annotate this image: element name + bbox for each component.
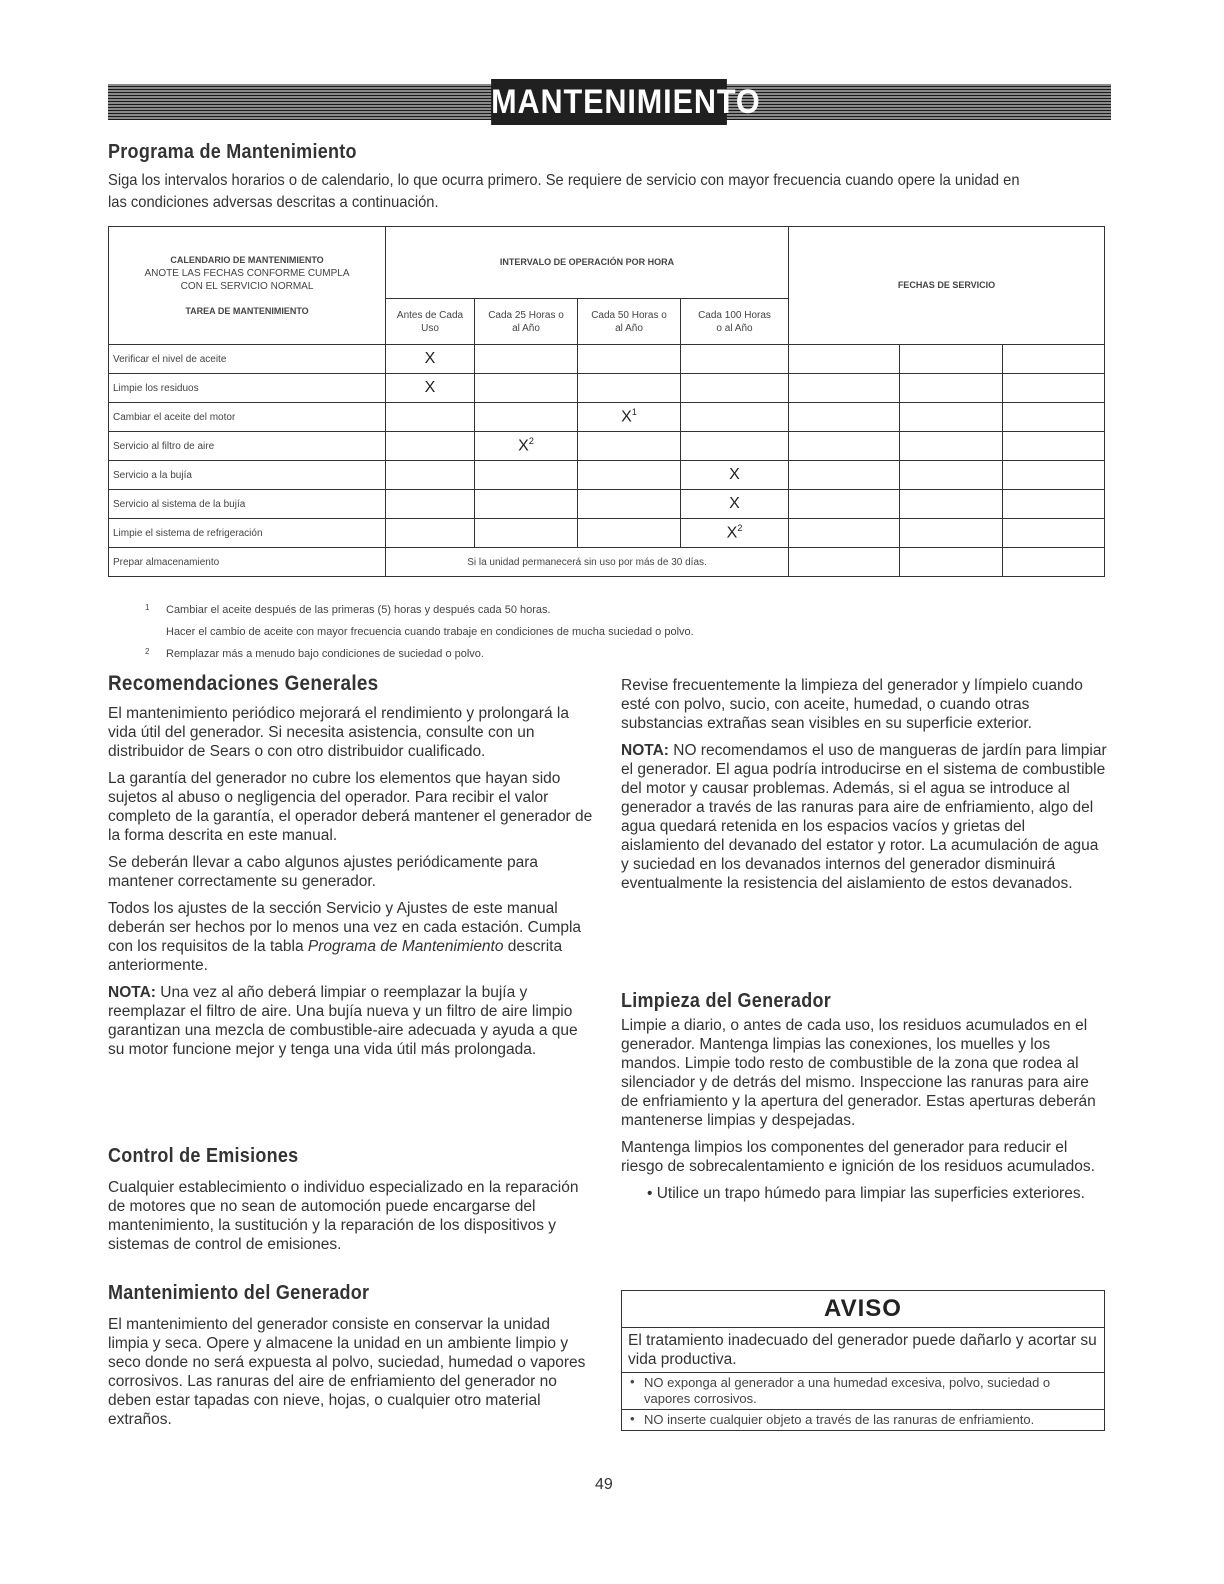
maintenance-table (108, 226, 1105, 577)
rec-title: Recomendaciones Generales (108, 672, 379, 695)
cleaning-title: Limpieza del Generador (621, 990, 832, 1012)
rec-paragraph: La garantía del generador no cubre los elementos que hayan sido sujetos al abuso o negligencia del operador. Para recibir el valor completo de la garantía, el operador deberá mantener el generador de la forma descrita en este manual. (108, 770, 593, 844)
generator-body: El mantenimiento del generador consiste en conservar la unidad limpia y seca. Opere y almacene la unidad en un ambiente limpio y seco donde no será expuesta al polvo, suciedad, humedad o vapores corrosivos. Las ranuras del aire de enfriamiento del generador no deben estar tapadas con nieve, hojas, o cualquier otro material extraños. (108, 1316, 586, 1428)
warning-lead: El tratamiento inadecuado del generador puede dañarlo y acortar su vida productiva. (622, 1328, 1104, 1373)
rec-paragraph: El mantenimiento periódico mejorará el rendimiento y prolongará la vida útil del generador. Si necesita asistencia, consulte con un distribuidor de Sears o con otro distribuidor cualificado. (108, 705, 569, 760)
dates-header: FECHAS DE SERVICIO (789, 227, 1105, 345)
rec-paragraph: Todos los ajustes de la sección Servicio y Ajustes de este manual deberán ser hechos por lo menos una vez en cada estación. Cumpla con los requisitos de la tabla Programa de Mantenimiento descrita anteriormente. (108, 900, 582, 974)
footnotes: 1 Cambiar el aceite después de las primeras (5) horas y después cada 50 horas. Hacer el cambio de aceite con mayor frecuencia cuando trabaje en condiciones de mucha suciedad o polvo. 2 Remplazar más a menudo bajo condiciones de suciedad o polvo. (145, 603, 694, 660)
table-row: Limpie el sistema de refrigeración $X^2$ (109, 519, 1105, 548)
emissions-title: Control de Emisiones (108, 1145, 299, 1167)
interval-col-1: Antes de Cada Uso (386, 299, 475, 345)
table-row: Servicio a la bujía X (109, 461, 1105, 490)
schedule-title: Programa de Mantenimiento (108, 141, 357, 163)
rec-paragraph: Se deberán llevar a cabo algunos ajustes periódicamente para mantener correctamente su generador. (108, 854, 538, 890)
warning-box (621, 1290, 1105, 1431)
schedule-intro: Siga los intervalos horarios o de calendario, lo que ocurra primero. Se requiere de servicio con mayor frecuencia cuando opere la unidad en las condiciones adversas descritas a continuación. (108, 172, 1020, 211)
emissions-body: Cualquier establecimiento o individuo especializado en la reparación de motores que no sean de automoción puede encargarse del mantenimiento, la sustitución y la reparación de los dispositivos y sistemas de control de emisiones. (108, 1179, 579, 1253)
table-row: Servicio al filtro de aire $X^2$ (109, 432, 1105, 461)
page-number: 49 (595, 1476, 613, 1493)
table-row: Prepar almacenamiento Si la unidad permanecerá sin uso por más de 30 días. (109, 548, 1105, 577)
table-row: Cambiar el aceite del motor $X^1$ (109, 403, 1105, 432)
table-row: Verificar el nivel de aceite X (109, 345, 1105, 374)
interval-col-4: Cada 100 Horas o al Año (681, 299, 789, 345)
task-head: TAREA DE MANTENIMIENTO (185, 305, 309, 316)
warning-item: • NO inserte cualquier objeto a través de las ranuras de enfriamiento. (622, 1410, 1104, 1430)
calendar-head: CALENDARIO DE MANTENIMIENTO (170, 254, 324, 265)
calendar-note-2: CON EL SERVICIO NORMAL (180, 280, 314, 292)
cleaning-intro: Revise frecuentemente la limpieza del generador y límpielo cuando esté con polvo, sucio, con aceite, humedad, o cuando otras substancias extrañas sean visibles en su superficie exterior. (621, 677, 1083, 732)
left-column (108, 704, 594, 1067)
interval-col-2: Cada 25 Horas o al Año (475, 299, 578, 345)
interval-col-3: Cada 50 Horas o al Año (578, 299, 681, 345)
cleaning-body: Limpie a diario, o antes de cada uso, los residuos acumulados en el generador. Mantenga limpias las conexiones, los muelles y los mandos. Limpie todo resto de combustible de la zona que rodea al silenciador y de detrás del mismo. Inspeccione las ranuras para aire de enfriamiento y la apertura del generador. Estas aperturas deberán mantenerse limpias y despejadas. Mantenga limpios los componentes del generador para reducir el riesgo de sobrecalentamiento e ignición de los residuos acumulados. • Utilice un trapo húmedo para limpiar las superficies exteriores. (621, 1017, 1096, 1202)
cleaning-note: NOTA: NO recomendamos el uso de mangueras de jardín para limpiar el generador. El agua podría introducirse en el sistema de combustible del motor y causar problemas. Además, si el agua se introduce al generador a través de las ranuras para aire de enfriamiento, algo del agua quedará retenida en los espacios vacíos y grietas del aislamiento del devanado del estator y rotor. La acumulación de agua y suciedad en los devanados internos del generador disminuirá eventualmente la resistencia del aislamiento de estos devanados. (621, 742, 1107, 892)
table-row: Limpie los residuos X (109, 374, 1105, 403)
warning-title: AVISO (622, 1291, 1104, 1328)
task-header-cell (109, 227, 386, 345)
table-row: Servicio al sistema de la bujía X (109, 490, 1105, 519)
generator-title: Mantenimiento del Generador (108, 1282, 370, 1304)
calendar-note-1: ANOTE LAS FECHAS CONFORME CUMPLA (144, 267, 350, 279)
rec-note: NOTA: Una vez al año deberá limpiar o reemplazar la bujía y reemplazar el filtro de aire. Una bujía nueva y un filtro de aire limpio garantizan una mezcla de combustible-aire adecuada y ayuda a que su motor funcione mejor y tenga una vida útil más prolongada. (108, 984, 578, 1058)
right-column (621, 676, 1107, 901)
warning-item: • NO exponga al generador a una humedad excesiva, polvo, suciedad o vapores corrosivos. (622, 1373, 1104, 1410)
page-title: MANTENIMIENTO (491, 79, 727, 125)
interval-header: INTERVALO DE OPERACIÓN POR HORA (386, 227, 789, 299)
